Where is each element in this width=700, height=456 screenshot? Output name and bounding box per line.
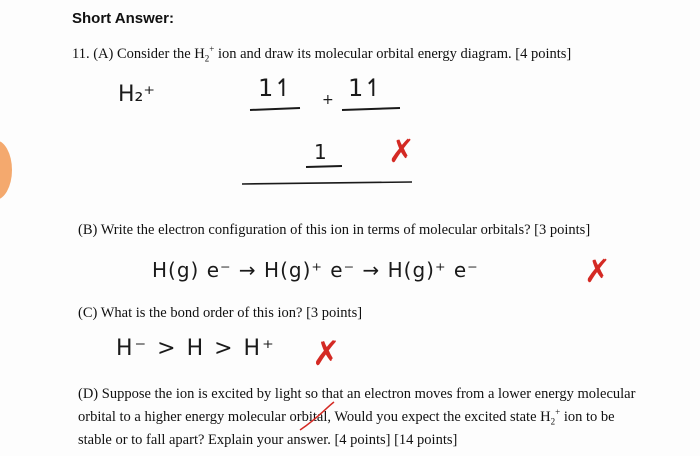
orbital-1-underline [250,108,300,110]
answer-a-bottom-orbital: 1 [314,140,327,164]
bottom-orbital-underline [306,166,342,167]
question-11a-subscript: 2 [204,53,210,64]
question-11d-line-2-end: ion to be [560,408,615,425]
question-11a-superscript: + [209,44,215,54]
diagram-baseline [242,182,412,184]
question-11d-line-3: stable or to fall apart? Explain your answer. [4 points] [14 points] [78,431,458,448]
answer-c-wrong-mark: ✗ [312,334,341,374]
answer-a-ion-label: H₂⁺ [118,82,155,107]
question-11c: (C) What is the bond order of this ion? [3 points] [78,305,363,321]
answer-a-wrong-mark: ✗ [388,132,415,170]
answer-c-handwriting: H⁻ > H > H⁺ [116,336,276,361]
answer-b-handwriting: H(g) e⁻ → H(g)⁺ e⁻ → H(g)⁺ e⁻ [152,258,479,282]
question-11a-text: 11. (A) Consider the H [72,45,205,62]
question-11d-subscript: 2 [550,416,556,427]
question-11d-line-2-text: orbital to a higher energy molecular orbital, Would you expect the excited state H [78,408,551,425]
answer-a-orbital-2: 1↿ [348,74,384,102]
orbital-2-underline [342,108,400,110]
question-11b: (B) Write the electron configuration of this ion in terms of molecular orbitals? [3 points] [78,222,591,238]
question-11d-line-1: (D) Suppose the ion is excited by light so that an electron moves from a lower energy molecular [78,386,636,402]
question-11a-text-end: ion and draw its molecular orbital energy diagram. [4 points] [214,45,572,62]
question-11d-superscript: + [555,407,561,417]
section-heading: Short Answer: [72,10,174,27]
answer-b-wrong-mark: ✗ [584,252,611,290]
grading-check-stroke [300,402,334,430]
answer-a-orbital-1: 1↿ [258,74,294,102]
answer-a-plus-sign: + [322,92,334,108]
